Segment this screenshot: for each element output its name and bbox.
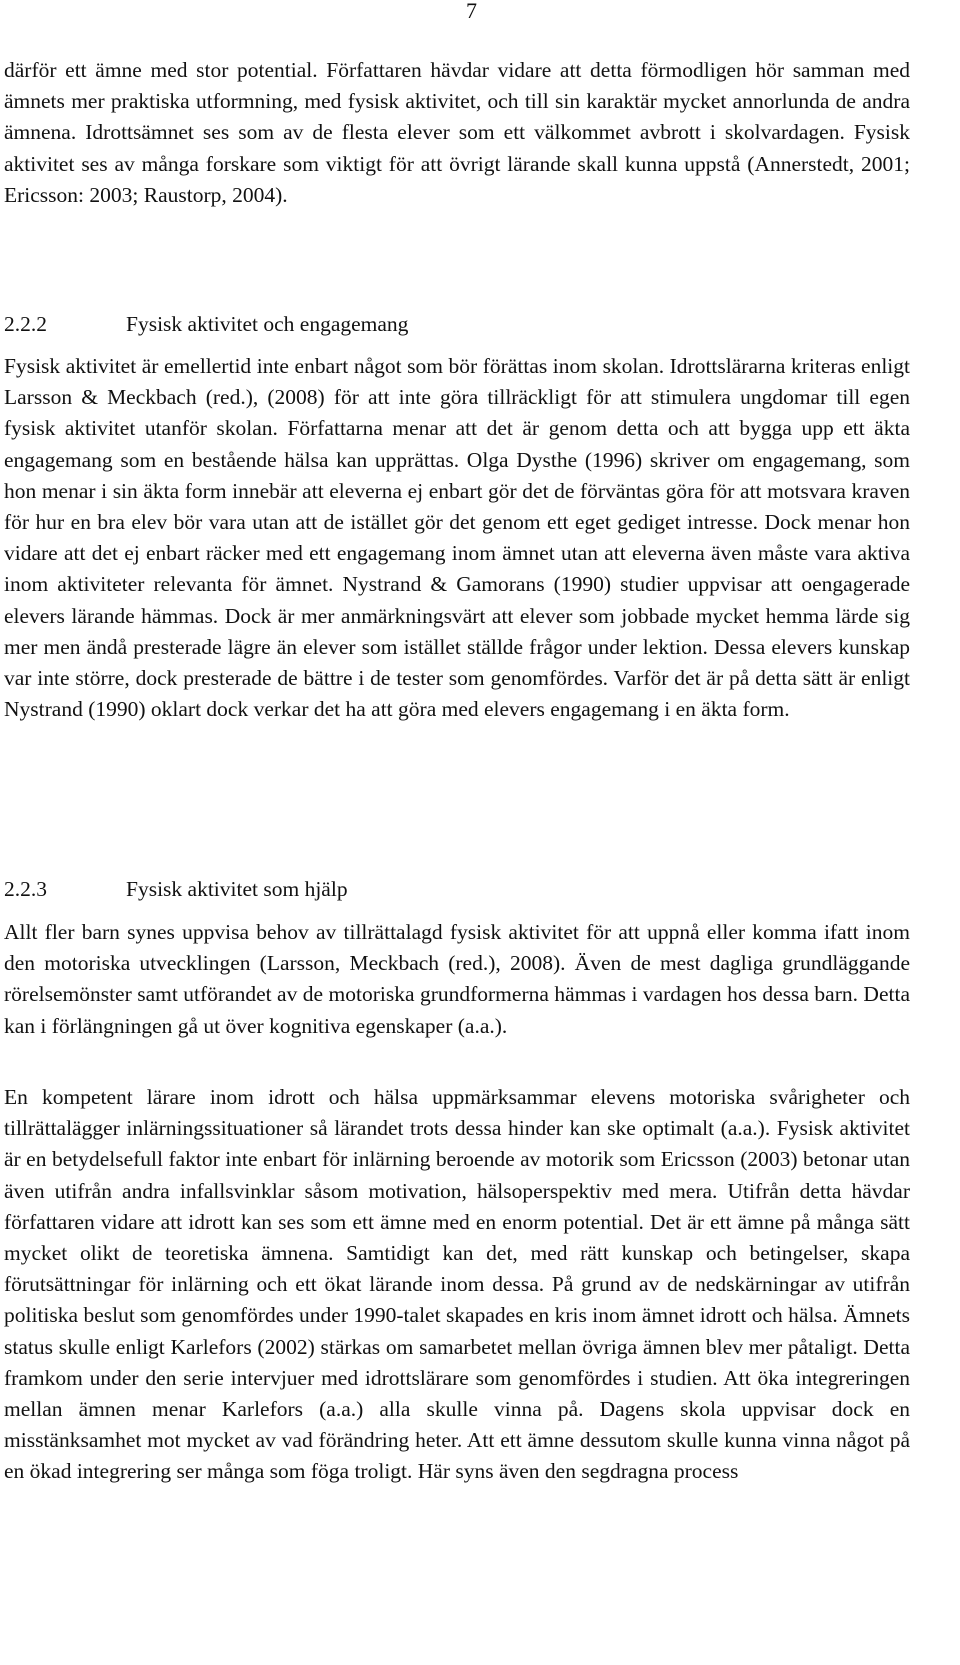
paragraph-engagement: Fysisk aktivitet är emellertid inte enbart något som bör förättas inom skolan. Idrottslärarna kriteras enligt Larsson & Meckbach (red.), (2008) för att inte göra tillräckligt för att stimulera ungdomar till egen fysisk aktivitet utanför skolan. Författarna menar att det är genom detta och att bygga upp ett äkta engagemang som en bestående hälsa kan upprättas. Olga Dysthe (1996) skriver om engagemang, som hon menar i sin äkta form innebär att eleverna ej enbart gör det de förväntas göra för att motsvara kraven för hur en bra elev bör vara utan att de istället gör det genom ett eget gediget intresse. Dock menar hon vidare att det ej enbart räcker med ett engagemang inom ämnet utan att eleverna även måste vara aktiva inom aktiviteter relevanta för ämnet. Nystrand & Gamorans (1990) studier uppvisar att oengagerade elevers lärande hämmas. Dock är mer anmärkningsvärt att elever som jobbade mycket hemma lärde sig mer men ändå presterade lägre än elever som istället ställde frågor under lektion. Dessa elevers kunskap var inte större, dock presterade de bättre i de tester som genomfördes. Varför det är på detta sätt är enligt Nystrand (1990) oklart dock verkar det ha att göra med elevers engagemang i en äkta form.: [4, 354, 910, 722]
section-heading-2-2-2: [4, 309, 910, 339]
section-number: 2.2.2: [4, 312, 47, 336]
paragraph-competent-teacher: En kompetent lärare inom idrott och hälsa uppmärksammar elevens motoriska svårigheter och tillrättalägger inlärningssituationer så lärandet trots dessa hinder kan ske optimalt (a.a.). Fysisk aktivitet är en betydelsefull faktor inte enbart för inlärning beroende av motorik som Ericsson (2003) betonar utan även utifrån andra infallsvinklar såsom motivation, hälsoperspektiv med mera. Utifrån detta hävdar författaren vidare att idrott kan ses som ett ämne med en enorm potential. Det är ett ämne på många sätt mycket olikt de teoretiska ämnena. Samtidigt kan det, med rätt kunskap och betingelser, skapa förutsättningar för inlärning och ett ökat lärande inom dessa. På grund av de nedskärningar av utifrån politiska beslut som genomfördes under 1990-talet skapades en kris inom ämnet idrott och hälsa. Ämnets status skulle enligt Karlefors (2002) stärkas om samarbetet mellan övriga ämnen blev mer påtaligt. Detta framkom under den serie intervjuer med idrottslärare som genomfördes i studien. Att öka integreringen mellan ämnen menar Karlefors (a.a.) alla skulle vinna på. Dagens skola uppvisar dock en misstänksamhet mot mycket av vad förändring heter. Att ett ämne dessutom skulle kunna vinna något på en ökad integrering ser många som föga troligt. Här syns även den segdragna process: [4, 1085, 910, 1484]
section-number: 2.2.3: [4, 877, 47, 901]
page-number: 7: [466, 0, 477, 23]
section-title: Fysisk aktivitet som hjälp: [126, 877, 348, 901]
paragraph-motor-development: Allt fler barn synes uppvisa behov av tillrättalagd fysisk aktivitet för att uppnå eller komma ifatt inom den motoriska utvecklingen (Larsson, Meckbach (red.), 2008). Även de mest dagliga grundläggande rörelsemönster samt utförandet av de motoriska grundformerna hämmas i vardagen hos dessa barn. Detta kan i förlängningen gå ut över kognitiva egenskaper (a.a.).: [4, 920, 910, 1038]
section-title: Fysisk aktivitet och engagemang: [126, 312, 409, 336]
section-heading-2-2-3: [4, 874, 910, 904]
paragraph-intro: därför ett ämne med stor potential. Författaren hävdar vidare att detta förmodligen hör samman med ämnets mer praktiska utformning, med fysisk aktivitet, och till sin karaktär mycket annorlunda de andra ämnena. Idrottsämnet ses som av de flesta elever som ett välkommet avbrott i skolvardagen. Fysisk aktivitet ses av många forskare som viktigt för att övrigt lärande skall kunna uppstå (Annerstedt, 2001; Ericsson: 2003; Raustorp, 2004).: [4, 58, 910, 207]
